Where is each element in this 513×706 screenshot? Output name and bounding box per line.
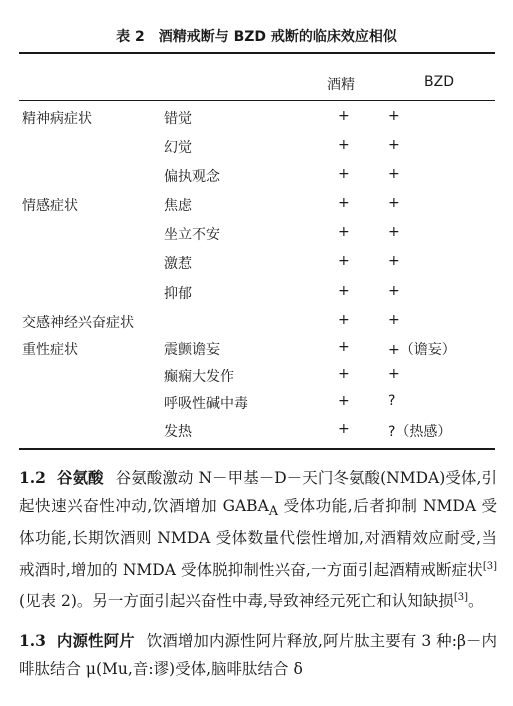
category-cell: 重性症状: [22, 342, 78, 358]
bzd-cell: +: [388, 108, 400, 124]
category-cell: 精神病症状: [22, 111, 92, 127]
table-title: 酒精戒断与 BZD 戒断的临床效应相似: [158, 29, 397, 45]
table-row: [0, 312, 513, 338]
table-header-rule: [19, 100, 495, 101]
alcohol-cell: +: [338, 253, 350, 269]
alcohol-cell: +: [338, 195, 350, 211]
table-bottom-rule: [19, 448, 495, 450]
bzd-cell: +: [388, 253, 400, 269]
alcohol-cell: +: [338, 312, 350, 328]
symptom-cell: 呼吸性碱中毒: [164, 396, 248, 412]
symptom-cell: 抑郁: [164, 286, 192, 302]
alcohol-cell: +: [338, 137, 350, 153]
table-row: [0, 393, 513, 419]
table-row: [0, 283, 513, 309]
bzd-cell: ?: [388, 393, 396, 409]
section-number: 1.3: [19, 631, 46, 650]
table-row: [0, 253, 513, 279]
column-header-alcohol: 酒精: [327, 77, 355, 93]
bzd-cell: +（谵妄）: [388, 342, 456, 358]
paragraph-text: 。: [467, 592, 484, 611]
symptom-cell: 错觉: [164, 111, 192, 127]
symptom-cell: 癫痫大发作: [164, 369, 234, 385]
paragraph-1-2: [19, 464, 497, 616]
bzd-cell: +: [388, 166, 400, 182]
column-header-bzd: BZD: [424, 74, 454, 90]
table-row: [0, 421, 513, 447]
bzd-cell: ?（热感）: [388, 424, 452, 440]
table-top-rule: [19, 52, 495, 54]
bzd-cell: +: [388, 312, 400, 328]
table-row: [0, 166, 513, 192]
alcohol-cell: +: [338, 366, 350, 382]
bzd-cell: +: [388, 137, 400, 153]
citation: [3]: [453, 592, 468, 604]
table-row: [0, 339, 513, 365]
alcohol-cell: +: [338, 393, 350, 409]
paragraph-text: 饮酒增加内源性阿片释放,阿片肽主要有 3 种:β－内啡肽结合 μ(Mu,音:谬)受体,脑啡肽结合 δ: [19, 632, 497, 678]
bzd-cell: +: [388, 283, 400, 299]
paragraph-1-3: [19, 627, 497, 683]
table-row: [0, 137, 513, 163]
citation: [3]: [482, 560, 497, 572]
table-row: [0, 366, 513, 392]
table-caption: [0, 26, 513, 46]
paragraph-text: (见表 2)。另一方面引起兴奋性中毒,导致神经元死亡和认知缺损: [19, 592, 454, 611]
alcohol-cell: +: [338, 339, 350, 355]
table-label: 表 2: [116, 29, 145, 45]
paragraph-text: 谷氨酸激动 N－甲基－D－天门冬氨酸(NMDA)受体,引起快速兴奋性冲动,饮酒增加 GABA: [19, 469, 497, 515]
symptom-cell: 坐立不安: [164, 227, 220, 243]
symptom-cell: 发热: [164, 424, 192, 440]
category-cell: 交感神经兴奋症状: [22, 315, 134, 331]
table-row: [0, 195, 513, 221]
section-heading: 内源性阿片: [56, 631, 135, 650]
alcohol-cell: +: [338, 166, 350, 182]
symptom-cell: 偏执观念: [164, 169, 220, 185]
table-row: [0, 108, 513, 134]
symptom-cell: 焦虑: [164, 198, 192, 214]
symptom-cell: 震颤谵妄: [164, 342, 220, 358]
paragraph-text: 受体功能,后者抑制 NMDA 受体功能,长期饮酒则 NMDA 受体数量代偿性增加,对酒精效应耐受,当戒酒时,增加的 NMDA 受体脱抑制性兴奋,一方面引起酒精戒断症状: [19, 496, 497, 579]
subscript: A: [268, 503, 279, 519]
symptom-cell: 幻觉: [164, 140, 192, 156]
alcohol-cell: +: [338, 421, 350, 437]
alcohol-cell: +: [338, 283, 350, 299]
alcohol-cell: +: [338, 108, 350, 124]
symptom-cell: 激惹: [164, 256, 192, 272]
bzd-cell: +: [388, 224, 400, 240]
table-row: [0, 224, 513, 250]
bzd-cell: +: [388, 195, 400, 211]
bzd-cell: +: [388, 366, 400, 382]
section-number: 1.2: [19, 468, 46, 487]
alcohol-cell: +: [338, 224, 350, 240]
section-heading: 谷氨酸: [56, 468, 104, 487]
category-cell: 情感症状: [22, 198, 78, 214]
